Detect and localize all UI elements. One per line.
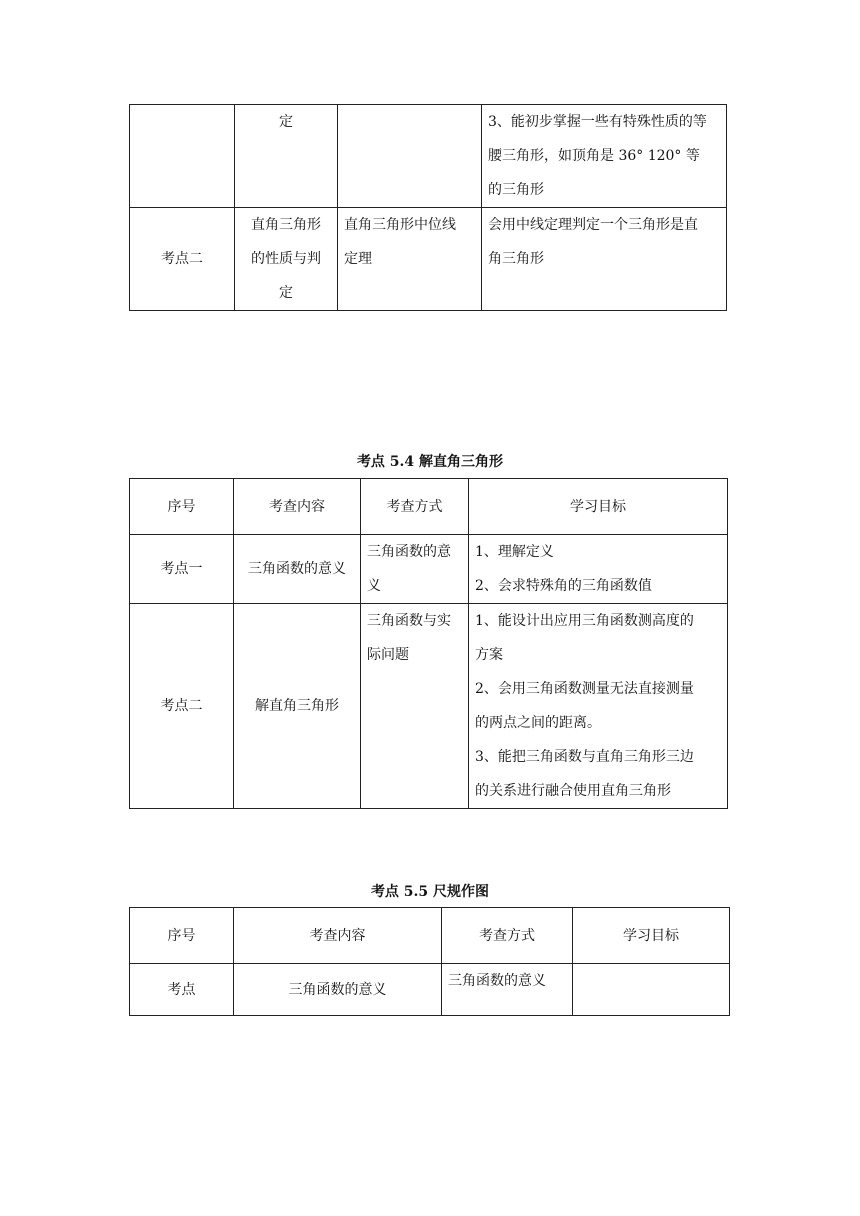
header-cell: 学习目标 bbox=[469, 479, 728, 535]
cell-line: 的三角形 bbox=[488, 182, 544, 198]
table-55 bbox=[129, 907, 730, 1016]
table-continuation bbox=[129, 104, 727, 311]
cell-content: 解直角三角形 bbox=[234, 604, 361, 809]
cell-goal bbox=[469, 535, 728, 604]
cell-line: 角三角形 bbox=[488, 251, 544, 267]
header-cell: 序号 bbox=[130, 479, 234, 535]
table-row bbox=[130, 208, 727, 311]
cell-goal bbox=[469, 604, 728, 809]
table-row bbox=[130, 964, 730, 1016]
cell-line: 的两点之间的距离。 bbox=[475, 715, 601, 731]
header-cell: 考查内容 bbox=[234, 908, 442, 964]
cell-line: 定理 bbox=[344, 251, 372, 267]
cell-line: 3、能把三角函数与直角三角形三边 bbox=[475, 749, 694, 765]
section-caption-55: 考点 5.5 尺规作图 bbox=[370, 884, 490, 900]
cell-line: 际问题 bbox=[367, 647, 409, 663]
header-cell: 考查方式 bbox=[361, 479, 469, 535]
cell-line: 方案 bbox=[475, 647, 503, 663]
cell-line: 的性质与判 bbox=[251, 251, 321, 267]
cell-content bbox=[235, 208, 338, 311]
cell-line: 直角三角形中位线 bbox=[344, 217, 456, 233]
cell-line: 2、会求特殊角的三角函数值 bbox=[475, 578, 652, 594]
cell-line: 2、会用三角函数测量无法直接测量 bbox=[475, 681, 694, 697]
cell-method bbox=[338, 208, 482, 311]
cell-item bbox=[130, 105, 235, 208]
cell-method bbox=[361, 535, 469, 604]
header-cell: 学习目标 bbox=[573, 908, 730, 964]
header-cell: 序号 bbox=[130, 908, 234, 964]
cell-content bbox=[235, 105, 338, 208]
table-row bbox=[130, 604, 728, 809]
cell-line: 3、能初步掌握一些有特殊性质的等 bbox=[488, 114, 707, 130]
cell-method bbox=[338, 105, 482, 208]
cell-goal bbox=[482, 208, 727, 311]
cell-item: 考点 bbox=[130, 964, 234, 1016]
cell-method bbox=[361, 604, 469, 809]
cell-item: 考点二 bbox=[130, 604, 234, 809]
cell-line: 会用中线定理判定一个三角形是直 bbox=[488, 217, 698, 233]
cell-content: 三角函数的意义 bbox=[234, 535, 361, 604]
cell-line: 腰三角形，如顶角是 36° 120° 等 bbox=[488, 148, 700, 164]
cell-line: 1、理解定义 bbox=[475, 544, 554, 560]
table-header-row bbox=[130, 479, 728, 535]
cell-line: 义 bbox=[367, 578, 381, 594]
table-row bbox=[130, 535, 728, 604]
section-caption-54: 考点 5.4 解直角三角形 bbox=[356, 454, 504, 470]
header-cell: 考查方式 bbox=[442, 908, 573, 964]
cell-method: 三角函数的意义 bbox=[442, 964, 573, 1016]
table-header-row bbox=[130, 908, 730, 964]
cell-line: 三角函数与实 bbox=[367, 613, 451, 629]
cell-line: 三角函数的意 bbox=[367, 544, 451, 560]
cell-line: 定 bbox=[279, 285, 293, 301]
cell-item: 考点一 bbox=[130, 535, 234, 604]
cell-goal bbox=[573, 964, 730, 1016]
cell-line: 直角三角形 bbox=[251, 217, 321, 233]
cell-line: 定 bbox=[279, 114, 293, 130]
cell-item: 考点二 bbox=[130, 208, 235, 311]
header-cell: 考查内容 bbox=[234, 479, 361, 535]
cell-content: 三角函数的意义 bbox=[234, 964, 442, 1016]
table-row bbox=[130, 105, 727, 208]
table-54 bbox=[129, 478, 728, 809]
cell-line: 1、能设计出应用三角函数测高度的 bbox=[475, 613, 694, 629]
cell-goal bbox=[482, 105, 727, 208]
cell-line: 的关系进行融合使用直角三角形 bbox=[475, 783, 671, 799]
